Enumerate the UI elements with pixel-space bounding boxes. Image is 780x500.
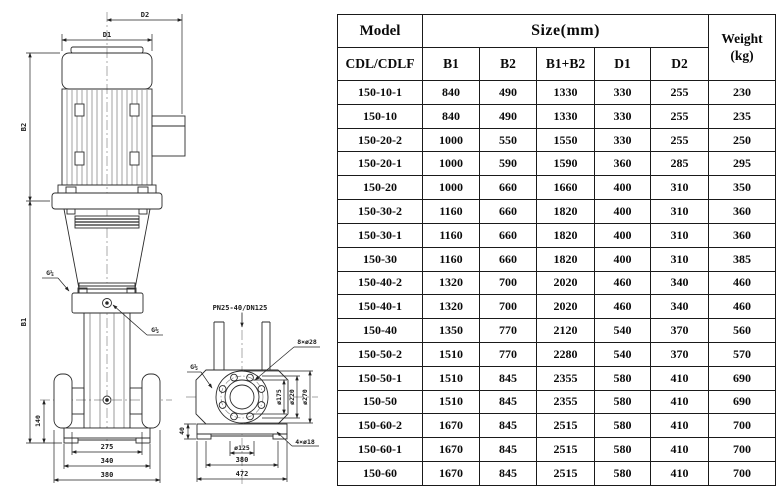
value-cell: 2515 bbox=[537, 462, 595, 486]
value-cell: 460 bbox=[595, 295, 651, 319]
header-weight-unit: (kg) bbox=[730, 47, 754, 63]
motor-boss bbox=[75, 152, 84, 165]
motor-boss bbox=[130, 152, 139, 165]
value-cell: 400 bbox=[595, 223, 651, 247]
value-cell: 1160 bbox=[423, 200, 480, 224]
value-cell: 490 bbox=[480, 81, 537, 105]
label-g-half: G½ bbox=[151, 326, 159, 334]
value-cell: 840 bbox=[423, 104, 480, 128]
label-base-holes: 4×ø18 bbox=[295, 438, 315, 446]
motor-boss bbox=[75, 104, 84, 116]
value-cell: 340 bbox=[651, 271, 709, 295]
header-col-d1: D1 bbox=[595, 48, 651, 81]
model-cell: 150-60-1 bbox=[338, 438, 423, 462]
value-cell: 330 bbox=[595, 104, 651, 128]
value-cell: 1510 bbox=[423, 390, 480, 414]
value-cell: 1320 bbox=[423, 295, 480, 319]
header-weight-label: Weight bbox=[721, 30, 763, 46]
model-cell: 150-60-2 bbox=[338, 414, 423, 438]
table-row bbox=[338, 342, 776, 366]
value-cell: 2120 bbox=[537, 319, 595, 343]
table-row bbox=[338, 414, 776, 438]
value-cell: 1590 bbox=[537, 152, 595, 176]
value-cell: 1510 bbox=[423, 366, 480, 390]
value-cell: 1820 bbox=[537, 223, 595, 247]
value-cell: 310 bbox=[651, 176, 709, 200]
pump-drawing-svg bbox=[0, 0, 337, 500]
value-cell: 2020 bbox=[537, 271, 595, 295]
motor-boss bbox=[130, 104, 139, 116]
head-port-dot bbox=[106, 302, 109, 305]
value-cell: 250 bbox=[709, 128, 776, 152]
value-cell: 690 bbox=[709, 390, 776, 414]
value-cell: 2515 bbox=[537, 414, 595, 438]
model-cell: 150-60 bbox=[338, 462, 423, 486]
value-cell: 460 bbox=[595, 271, 651, 295]
value-cell: 1820 bbox=[537, 247, 595, 271]
dim-b1: B1 bbox=[20, 317, 28, 327]
value-cell: 1000 bbox=[423, 128, 480, 152]
value-cell: 700 bbox=[709, 438, 776, 462]
value-cell: 845 bbox=[480, 390, 537, 414]
value-cell: 2020 bbox=[537, 295, 595, 319]
value-cell: 295 bbox=[709, 152, 776, 176]
table-body bbox=[338, 81, 776, 486]
table-row bbox=[338, 176, 776, 200]
model-cell: 150-30 bbox=[338, 247, 423, 271]
table-row bbox=[338, 438, 776, 462]
value-cell: 540 bbox=[595, 319, 651, 343]
value-cell: 570 bbox=[709, 342, 776, 366]
table-row bbox=[338, 390, 776, 414]
model-cell: 150-40-1 bbox=[338, 295, 423, 319]
value-cell: 700 bbox=[709, 414, 776, 438]
table-row bbox=[338, 247, 776, 271]
table-row bbox=[338, 462, 776, 486]
model-cell: 150-50 bbox=[338, 390, 423, 414]
pump-drawing bbox=[0, 0, 337, 500]
header-weight bbox=[709, 15, 776, 81]
value-cell: 2280 bbox=[537, 342, 595, 366]
gauge-port-dot bbox=[106, 399, 109, 402]
value-cell: 1550 bbox=[537, 128, 595, 152]
dim-dia270: ø270 bbox=[301, 389, 309, 405]
value-cell: 1000 bbox=[423, 152, 480, 176]
value-cell: 360 bbox=[709, 200, 776, 224]
value-cell: 845 bbox=[480, 438, 537, 462]
table-row bbox=[338, 319, 776, 343]
dim-dia220: ø220 bbox=[288, 389, 296, 405]
value-cell: 660 bbox=[480, 200, 537, 224]
table-row bbox=[338, 295, 776, 319]
table-row bbox=[338, 81, 776, 105]
table-row bbox=[338, 271, 776, 295]
value-cell: 255 bbox=[651, 128, 709, 152]
dim-dia175: ø175 bbox=[275, 389, 283, 405]
bolt bbox=[138, 187, 148, 193]
value-cell: 400 bbox=[595, 176, 651, 200]
value-cell: 490 bbox=[480, 104, 537, 128]
value-cell: 2515 bbox=[537, 438, 595, 462]
value-cell: 385 bbox=[709, 247, 776, 271]
value-cell: 660 bbox=[480, 176, 537, 200]
dim-380-side: 380 bbox=[235, 456, 249, 464]
model-cell: 150-10-1 bbox=[338, 81, 423, 105]
value-cell: 660 bbox=[480, 223, 537, 247]
header-col-b1b2: B1+B2 bbox=[537, 48, 595, 81]
dim-380: 380 bbox=[100, 471, 114, 479]
value-cell: 2355 bbox=[537, 366, 595, 390]
value-cell: 770 bbox=[480, 319, 537, 343]
base-foot bbox=[197, 434, 211, 439]
header-col-d2: D2 bbox=[651, 48, 709, 81]
value-cell: 410 bbox=[651, 414, 709, 438]
value-cell: 590 bbox=[480, 152, 537, 176]
value-cell: 400 bbox=[595, 247, 651, 271]
value-cell: 360 bbox=[709, 223, 776, 247]
value-cell: 580 bbox=[595, 462, 651, 486]
value-cell: 1160 bbox=[423, 223, 480, 247]
value-cell: 370 bbox=[651, 342, 709, 366]
value-cell: 370 bbox=[651, 319, 709, 343]
value-cell: 1670 bbox=[423, 462, 480, 486]
spec-table bbox=[337, 14, 776, 486]
bolt bbox=[67, 209, 75, 214]
discharge-flange bbox=[142, 374, 160, 428]
base-side bbox=[197, 424, 287, 434]
header-col-b1: B1 bbox=[423, 48, 480, 81]
pump-base bbox=[64, 428, 150, 438]
value-cell: 770 bbox=[480, 342, 537, 366]
value-cell: 1320 bbox=[423, 271, 480, 295]
value-cell: 690 bbox=[709, 366, 776, 390]
bolt bbox=[66, 187, 76, 193]
value-cell: 330 bbox=[595, 128, 651, 152]
model-cell: 150-30-1 bbox=[338, 223, 423, 247]
dim-dia125: ø125 bbox=[234, 444, 250, 452]
value-cell: 1330 bbox=[537, 81, 595, 105]
value-cell: 660 bbox=[480, 247, 537, 271]
dim-40: 40 bbox=[178, 427, 186, 435]
label-g-quarter: G¼ bbox=[46, 269, 54, 277]
value-cell: 350 bbox=[709, 176, 776, 200]
value-cell: 410 bbox=[651, 366, 709, 390]
table-row bbox=[338, 200, 776, 224]
value-cell: 700 bbox=[480, 271, 537, 295]
value-cell: 310 bbox=[651, 223, 709, 247]
port-neck bbox=[72, 388, 84, 414]
model-cell: 150-20-2 bbox=[338, 128, 423, 152]
value-cell: 400 bbox=[595, 200, 651, 224]
value-cell: 845 bbox=[480, 462, 537, 486]
value-cell: 580 bbox=[595, 438, 651, 462]
dim-d1: D1 bbox=[102, 31, 112, 39]
model-cell: 150-20-1 bbox=[338, 152, 423, 176]
value-cell: 310 bbox=[651, 247, 709, 271]
value-cell: 310 bbox=[651, 200, 709, 224]
value-cell: 410 bbox=[651, 462, 709, 486]
value-cell: 700 bbox=[709, 462, 776, 486]
value-cell: 340 bbox=[651, 295, 709, 319]
value-cell: 580 bbox=[595, 414, 651, 438]
value-cell: 1820 bbox=[537, 200, 595, 224]
value-cell: 1670 bbox=[423, 438, 480, 462]
value-cell: 1510 bbox=[423, 342, 480, 366]
value-cell: 330 bbox=[595, 81, 651, 105]
bolt bbox=[139, 209, 147, 214]
header-col-b2: B2 bbox=[480, 48, 537, 81]
value-cell: 2355 bbox=[537, 390, 595, 414]
value-cell: 550 bbox=[480, 128, 537, 152]
value-cell: 410 bbox=[651, 438, 709, 462]
model-cell: 150-40 bbox=[338, 319, 423, 343]
value-cell: 255 bbox=[651, 81, 709, 105]
value-cell: 540 bbox=[595, 342, 651, 366]
value-cell: 580 bbox=[595, 390, 651, 414]
value-cell: 255 bbox=[651, 104, 709, 128]
dim-275: 275 bbox=[100, 443, 114, 451]
spec-table-wrap bbox=[337, 14, 775, 486]
label-bolt-holes: 8×ø28 bbox=[297, 338, 317, 346]
dim-b2: B2 bbox=[20, 122, 28, 132]
base-foot bbox=[136, 438, 150, 443]
table-row bbox=[338, 104, 776, 128]
value-cell: 845 bbox=[480, 366, 537, 390]
value-cell: 460 bbox=[709, 295, 776, 319]
terminal-box bbox=[152, 116, 185, 156]
value-cell: 1350 bbox=[423, 319, 480, 343]
suction-flange bbox=[54, 374, 72, 428]
model-cell: 150-20 bbox=[338, 176, 423, 200]
label-flange-spec: PN25-40/DN125 bbox=[212, 304, 268, 312]
motor-stool-plate bbox=[52, 193, 162, 209]
value-cell: 1330 bbox=[537, 104, 595, 128]
value-cell: 410 bbox=[651, 390, 709, 414]
value-cell: 580 bbox=[595, 366, 651, 390]
value-cell: 1160 bbox=[423, 247, 480, 271]
table-header bbox=[338, 15, 776, 81]
table-row bbox=[338, 128, 776, 152]
model-cell: 150-10 bbox=[338, 104, 423, 128]
value-cell: 235 bbox=[709, 104, 776, 128]
motor-flange bbox=[58, 185, 156, 193]
value-cell: 1000 bbox=[423, 176, 480, 200]
value-cell: 560 bbox=[709, 319, 776, 343]
label-g-half-side: G½ bbox=[190, 363, 198, 371]
dim-d2: D2 bbox=[140, 11, 150, 19]
header-size: Size(mm) bbox=[423, 15, 709, 48]
value-cell: 230 bbox=[709, 81, 776, 105]
dim-340: 340 bbox=[100, 457, 114, 465]
port-neck bbox=[130, 388, 142, 414]
value-cell: 700 bbox=[480, 295, 537, 319]
model-cell: 150-40-2 bbox=[338, 271, 423, 295]
value-cell: 845 bbox=[480, 414, 537, 438]
table-row bbox=[338, 223, 776, 247]
base-foot bbox=[64, 438, 78, 443]
header-model: Model bbox=[338, 15, 423, 48]
model-cell: 150-50-1 bbox=[338, 366, 423, 390]
value-cell: 360 bbox=[595, 152, 651, 176]
header-model-sub: CDL/CDLF bbox=[338, 48, 423, 81]
value-cell: 285 bbox=[651, 152, 709, 176]
model-cell: 150-30-2 bbox=[338, 200, 423, 224]
value-cell: 460 bbox=[709, 271, 776, 295]
value-cell: 1670 bbox=[423, 414, 480, 438]
dim-140: 140 bbox=[34, 415, 42, 427]
value-cell: 1660 bbox=[537, 176, 595, 200]
dim-472: 472 bbox=[235, 470, 249, 478]
front-view bbox=[52, 47, 185, 443]
table-row bbox=[338, 366, 776, 390]
value-cell: 840 bbox=[423, 81, 480, 105]
table-row bbox=[338, 152, 776, 176]
model-cell: 150-50-2 bbox=[338, 342, 423, 366]
